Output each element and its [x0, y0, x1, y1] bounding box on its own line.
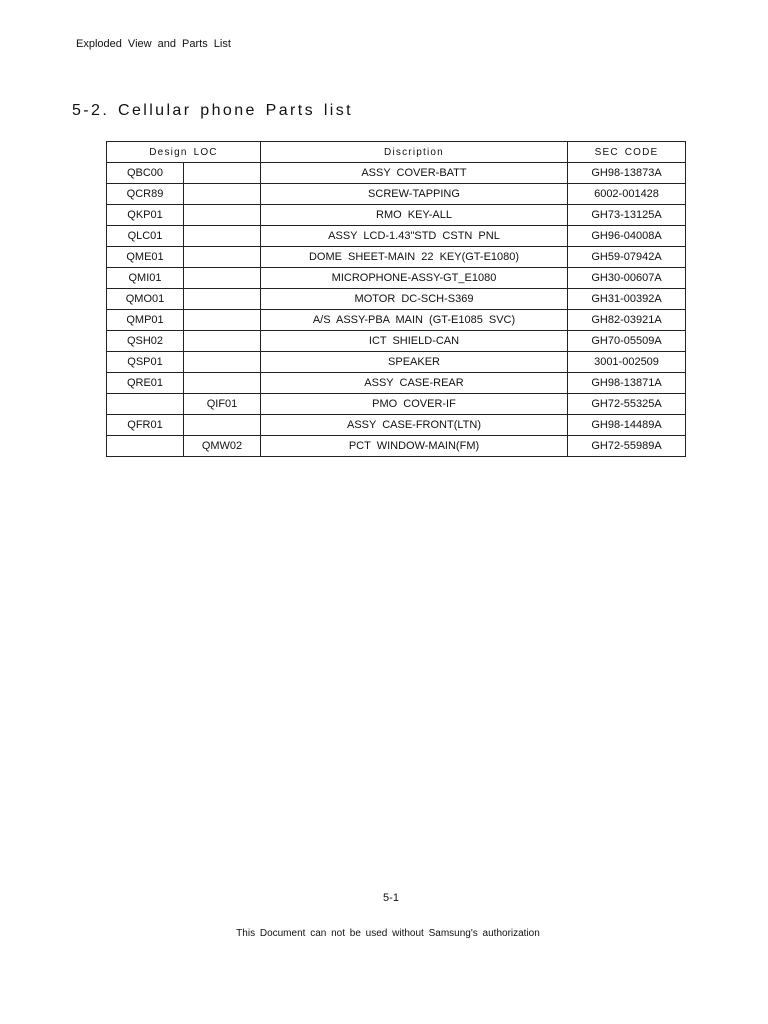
table-row [107, 331, 686, 352]
cell-sec-code: 3001-002509 [568, 352, 686, 373]
cell-sec-code: GH96-04008A [568, 226, 686, 247]
cell-sec-code: GH70-05509A [568, 331, 686, 352]
cell-loc-secondary: QMW02 [184, 436, 261, 457]
cell-description: ICT SHIELD-CAN [261, 331, 568, 352]
cell-description: ASSY COVER-BATT [261, 163, 568, 184]
table-row [107, 436, 686, 457]
cell-loc-primary: QKP01 [107, 205, 184, 226]
cell-loc-secondary [184, 163, 261, 184]
table-row [107, 352, 686, 373]
cell-loc-primary [107, 436, 184, 457]
cell-loc-secondary [184, 415, 261, 436]
cell-description: MOTOR DC-SCH-S369 [261, 289, 568, 310]
cell-loc-secondary [184, 247, 261, 268]
cell-loc-primary: QMO01 [107, 289, 184, 310]
table-header-row [107, 142, 686, 163]
cell-loc-primary: QFR01 [107, 415, 184, 436]
cell-description: PCT WINDOW-MAIN(FM) [261, 436, 568, 457]
cell-description: ASSY CASE-REAR [261, 373, 568, 394]
cell-description: ASSY LCD-1.43"STD CSTN PNL [261, 226, 568, 247]
cell-loc-secondary [184, 289, 261, 310]
cell-loc-secondary [184, 268, 261, 289]
cell-sec-code: 6002-001428 [568, 184, 686, 205]
cell-loc-primary: QME01 [107, 247, 184, 268]
table-row [107, 163, 686, 184]
cell-description: SCREW-TAPPING [261, 184, 568, 205]
cell-loc-secondary [184, 310, 261, 331]
cell-loc-secondary [184, 226, 261, 247]
page-number: 5-1 [383, 892, 399, 904]
running-header: Exploded View and Parts List [76, 38, 231, 50]
cell-description: RMO KEY-ALL [261, 205, 568, 226]
table-row [107, 247, 686, 268]
table-row [107, 184, 686, 205]
cell-loc-primary: QCR89 [107, 184, 184, 205]
cell-sec-code: GH31-00392A [568, 289, 686, 310]
cell-sec-code: GH98-13873A [568, 163, 686, 184]
cell-loc-primary: QSP01 [107, 352, 184, 373]
cell-description: A/S ASSY-PBA MAIN (GT-E1085 SVC) [261, 310, 568, 331]
cell-sec-code: GH73-13125A [568, 205, 686, 226]
cell-sec-code: GH98-13871A [568, 373, 686, 394]
cell-loc-secondary [184, 373, 261, 394]
cell-sec-code: GH72-55989A [568, 436, 686, 457]
cell-description: DOME SHEET-MAIN 22 KEY(GT-E1080) [261, 247, 568, 268]
cell-loc-primary: QRE01 [107, 373, 184, 394]
cell-loc-secondary [184, 205, 261, 226]
cell-loc-secondary [184, 184, 261, 205]
table-row [107, 394, 686, 415]
cell-loc-secondary [184, 352, 261, 373]
cell-loc-secondary [184, 331, 261, 352]
cell-sec-code: GH59-07942A [568, 247, 686, 268]
section-title: 5-2. Cellular phone Parts list [72, 102, 353, 119]
table-row [107, 226, 686, 247]
table-row [107, 205, 686, 226]
table-row [107, 289, 686, 310]
header-sec-code: SEC CODE [568, 142, 686, 163]
cell-loc-primary: QMI01 [107, 268, 184, 289]
table-row [107, 268, 686, 289]
header-design-loc: Design LOC [107, 142, 261, 163]
table-row [107, 373, 686, 394]
cell-loc-primary [107, 394, 184, 415]
header-description: Discription [261, 142, 568, 163]
cell-sec-code: GH98-14489A [568, 415, 686, 436]
cell-description: SPEAKER [261, 352, 568, 373]
cell-description: MICROPHONE-ASSY-GT_E1080 [261, 268, 568, 289]
table-row [107, 310, 686, 331]
cell-loc-secondary: QIF01 [184, 394, 261, 415]
cell-loc-primary: QSH02 [107, 331, 184, 352]
cell-sec-code: GH30-00607A [568, 268, 686, 289]
cell-sec-code: GH82-03921A [568, 310, 686, 331]
footer-notice: This Document can not be used without Samsung's authorization [236, 928, 540, 939]
cell-loc-primary: QBC00 [107, 163, 184, 184]
cell-loc-primary: QLC01 [107, 226, 184, 247]
cell-sec-code: GH72-55325A [568, 394, 686, 415]
table-row [107, 415, 686, 436]
cell-description: ASSY CASE-FRONT(LTN) [261, 415, 568, 436]
cell-description: PMO COVER-IF [261, 394, 568, 415]
cell-loc-primary: QMP01 [107, 310, 184, 331]
parts-list-table [106, 141, 686, 457]
